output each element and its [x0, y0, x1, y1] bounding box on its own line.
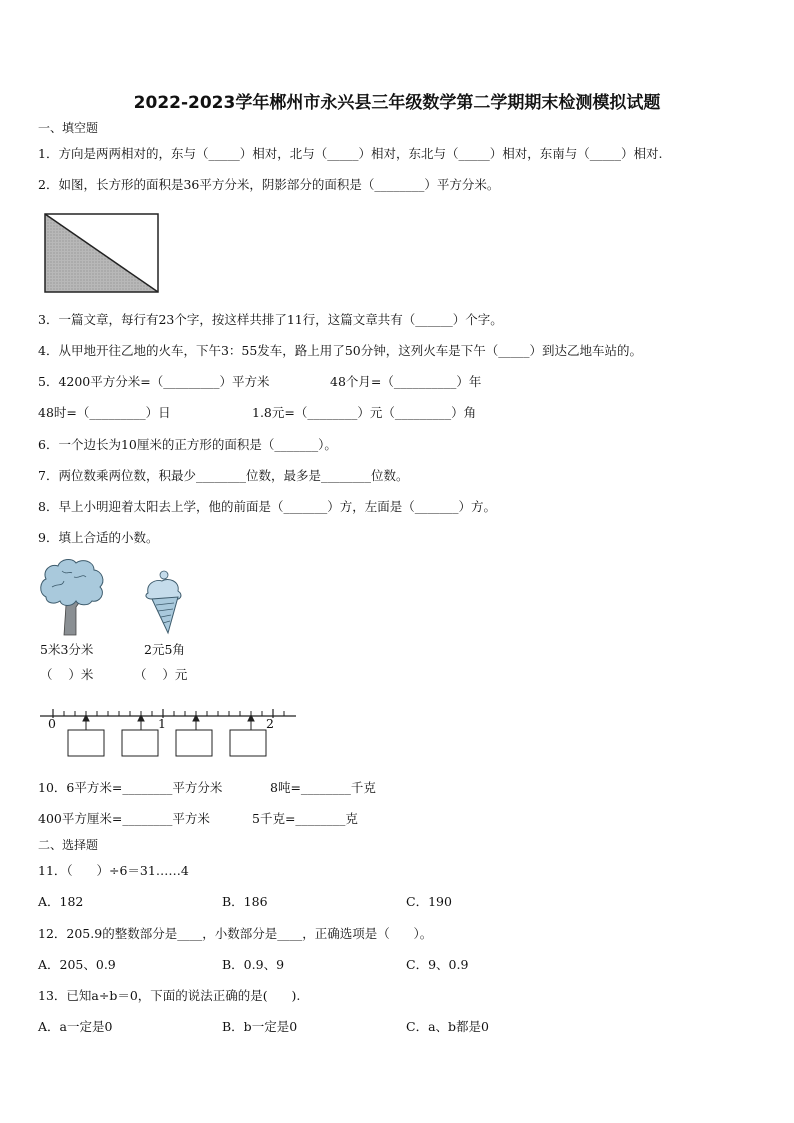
answer-box[interactable] [122, 730, 158, 756]
q11-option-b: B．186 [222, 894, 268, 909]
section-choice-heading: 二、选择题 [38, 838, 99, 852]
q13-option-a: A．a一定是0 [38, 1019, 113, 1034]
question-10c: 400平方厘米=________平方米 [38, 811, 210, 826]
question-10b: 8吨=________千克 [270, 780, 376, 795]
ice-cream-answer-blank: （ ）元 [134, 667, 188, 682]
answer-box[interactable] [68, 730, 104, 756]
question-9: 9．填上合适的小数。 [38, 530, 159, 545]
q12-option-a: A．205、0.9 [38, 957, 116, 972]
question-5a: 5．4200平方分米=（_________）平方米 [38, 374, 270, 389]
q11-option-c: C．190 [406, 894, 452, 909]
question-8: 8．早上小明迎着太阳去上学，他的前面是（_______）方，左面是（_______）方。 [38, 499, 496, 514]
question-10a: 10．6平方米=________平方分米 [38, 780, 223, 795]
question-5d: 1.8元=（________）元（_________）角 [252, 405, 477, 420]
question-4: 4．从甲地开往乙地的火车，下午3：55发车，路上用了50分钟，这列火车是下午（_____）到达乙地车站的。 [38, 343, 642, 358]
number-line-ticks [53, 711, 284, 716]
ice-cream-picture [144, 569, 190, 635]
q13-option-b: B．b一定是0 [222, 1019, 298, 1034]
question-5b: 48个月=（__________）年 [330, 374, 482, 389]
question-3: 3．一篇文章，每行有23个字，按这样共排了11行，这篇文章共有（______）个字。 [38, 312, 503, 327]
question-11: 11．（ ）÷6＝31……4 [38, 863, 189, 878]
q12-option-c: C．9、0.9 [406, 957, 469, 972]
question-12: 12．205.9的整数部分是____，小数部分是____，正确选项是（ ）。 [38, 926, 433, 941]
question-7: 7．两位数乘两位数，积最少________位数，最多是________位数。 [38, 468, 409, 483]
answer-box[interactable] [176, 730, 212, 756]
section-fill-heading: 一、填空题 [38, 121, 99, 135]
ice-cream-price-label: 2元5角 [144, 642, 185, 657]
page-title: 2022-2023学年郴州市永兴县三年级数学第二学期期末检测模拟试题 [133, 93, 661, 113]
answer-box[interactable] [230, 730, 266, 756]
tree-picture [38, 557, 106, 639]
question-1: 1．方向是两两相对的，东与（_____）相对，北与（_____）相对，东北与（_____）相对，东南与（_____）相对. [38, 146, 663, 161]
number-line-label-2: 2 [266, 716, 274, 731]
question-6: 6．一个边长为10厘米的正方形的面积是（_______）。 [38, 437, 337, 452]
question-5c: 48时=（_________）日 [38, 405, 171, 420]
number-line-label-1: 1 [158, 716, 166, 731]
number-line-arrows [83, 715, 254, 730]
q12-option-b: B．0.9、9 [222, 957, 285, 972]
question-10d: 5千克=________克 [252, 811, 358, 826]
rectangle-figure [44, 213, 160, 293]
number-line [38, 706, 300, 762]
number-line-label-0: 0 [48, 716, 56, 731]
q13-option-c: C．a、b都是0 [406, 1019, 489, 1034]
q11-option-a: A．182 [38, 894, 84, 909]
tree-height-label: 5米3分米 [40, 642, 94, 657]
tree-answer-blank: （ ）米 [40, 667, 94, 682]
question-2: 2．如图，长方形的面积是36平方分米，阴影部分的面积是（________）平方分米。 [38, 177, 500, 192]
question-13: 13．已知a÷b＝0，下面的说法正确的是( ). [38, 988, 301, 1003]
